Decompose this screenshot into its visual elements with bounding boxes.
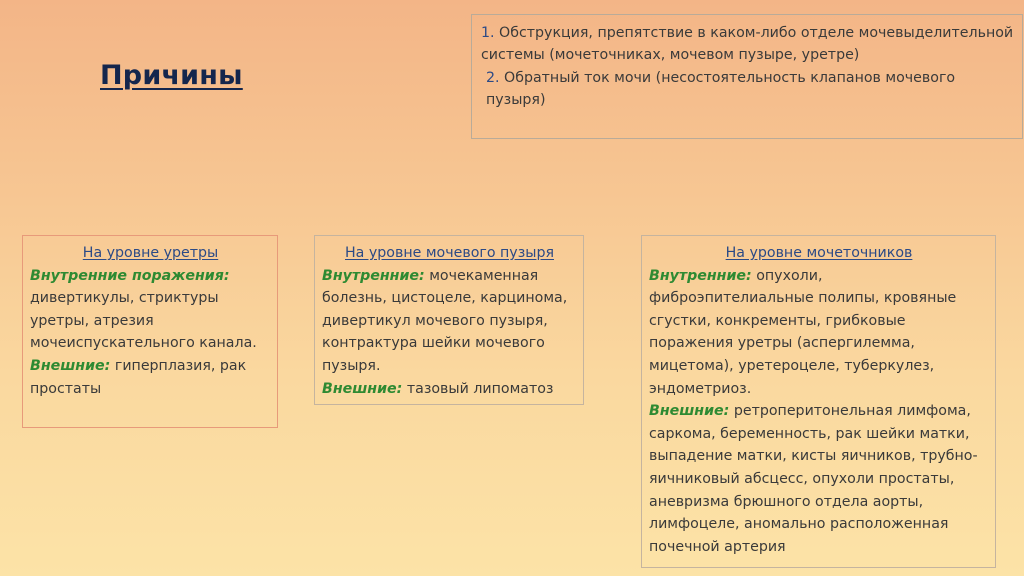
internal-label: Внутренние:: [649, 267, 752, 284]
reason-text: Обструкция, препятствие в каком-либо отделе мочевыделительной системы (мочеточниках, мочевом пузыре, уретре): [481, 25, 1014, 64]
reasons-box: [471, 14, 1023, 139]
ureter-heading: На уровне мочеточников: [725, 245, 913, 261]
external-label: Внешние:: [649, 403, 730, 420]
internal-label: Внутренние поражения:: [30, 267, 230, 284]
bladder-heading: На уровне мочевого пузыря: [345, 245, 554, 261]
internal-text: опухоли, фиброэпителиальные полипы, кровяные сгустки, конкременты, грибковые поражения уретры (аспергилемма, мицетома), уретероцеле, туберкулез, эндометриоз.: [649, 267, 957, 397]
internal-text: дивертикулы, стриктуры уретры, атрезия мочеиспускательного канала.: [30, 290, 257, 352]
bladder-internal: [322, 265, 577, 378]
external-label: Внешние:: [322, 380, 403, 397]
urethra-level-box: [22, 235, 278, 428]
reason-number: 2.: [486, 69, 500, 86]
external-text: гиперплазия, рак простаты: [30, 357, 247, 397]
ureter-level-box: [641, 235, 996, 568]
bladder-level-box: [314, 235, 584, 405]
reason-item: [481, 22, 1014, 67]
ureter-external: [649, 400, 989, 558]
reason-item: [481, 67, 1014, 112]
external-text: тазовый липоматоз: [402, 380, 554, 397]
urethra-external: [30, 355, 271, 400]
reason-text: Обратный ток мочи (несостоятельность клапанов мочевого пузыря): [486, 69, 956, 109]
urethra-heading: На уровне уретры: [82, 245, 219, 261]
external-label: Внешние:: [30, 357, 111, 374]
ureter-internal: [649, 265, 989, 401]
internal-label: Внутренние:: [322, 267, 425, 284]
external-text: ретроперитонельная лимфома, саркома, беременность, рак шейки матки, выпадение матки, кисты яичников, трубно-яичниковый абсцесс, опухоли простаты, аневризма брюшного отдела аорты, лимфоцеле, аномально расположенная почечной артерия: [649, 403, 978, 555]
internal-text: мочекаменная болезнь, цистоцеле, карцинома, дивертикул мочевого пузыря, контрактура шейки мочевого пузыря.: [322, 267, 568, 374]
reason-number: 1.: [481, 25, 495, 41]
bladder-external: [322, 378, 577, 401]
urethra-internal: [30, 265, 271, 355]
slide-title: Причины: [100, 60, 243, 91]
